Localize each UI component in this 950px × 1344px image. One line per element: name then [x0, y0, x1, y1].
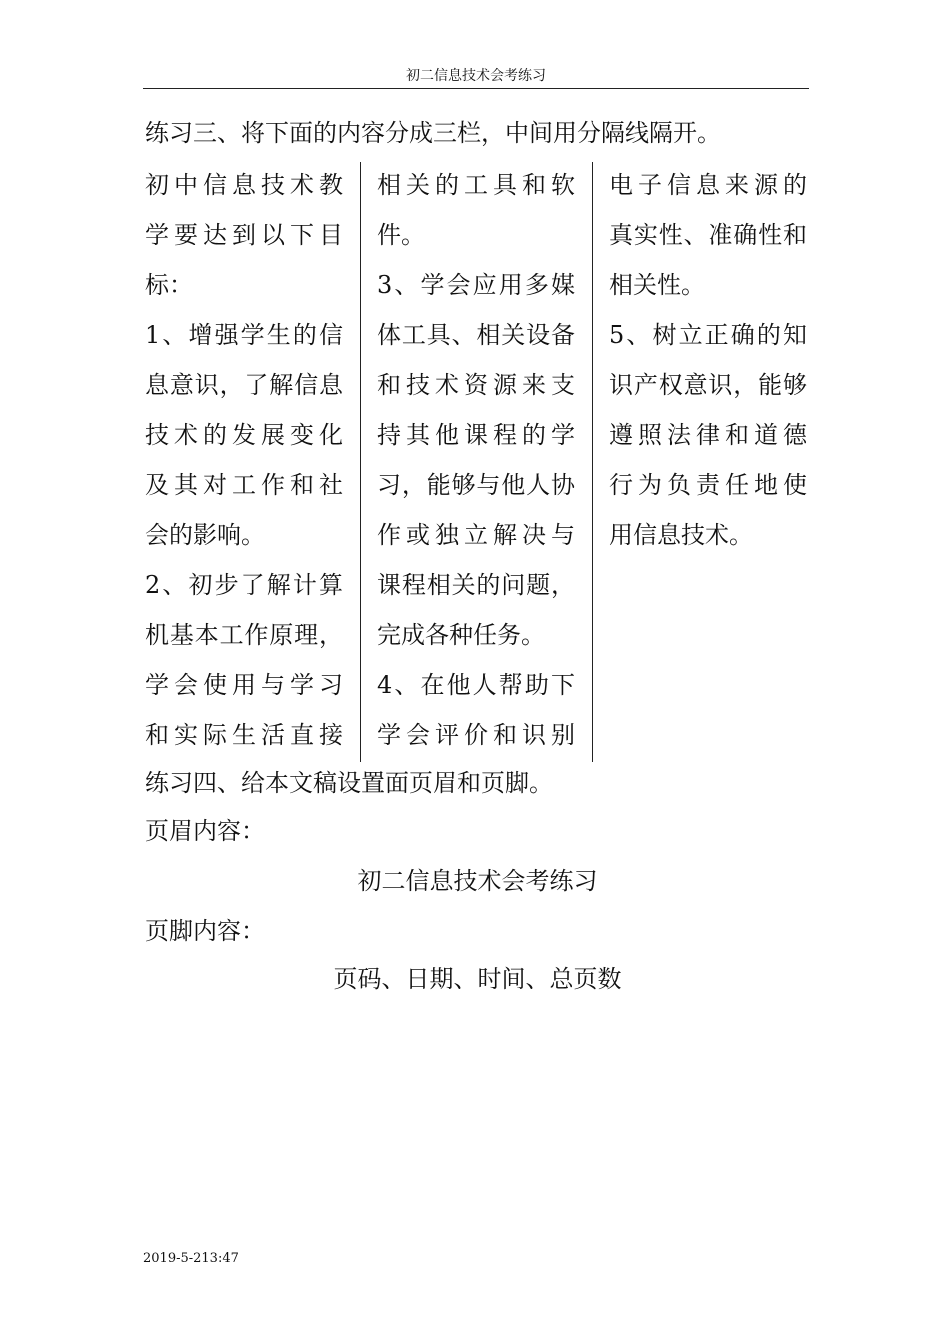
column-line: 和实际生活直接	[145, 721, 343, 749]
column-line: 学会评价和识别	[377, 721, 575, 749]
exercise3-title: 练习三、将下面的内容分成三栏，中间用分隔线隔开。	[145, 119, 721, 147]
column-line: 真实性、准确性和	[609, 221, 807, 249]
column-line: 件。	[377, 221, 425, 249]
column-line: 机基本工作原理，	[145, 621, 343, 649]
column-1	[145, 160, 343, 760]
page-header-text: 初二信息技术会考练习	[406, 68, 546, 84]
column-line: 3、学会应用多媒	[377, 271, 575, 299]
header-content-value: 初二信息技术会考练习	[357, 867, 598, 895]
column-line: 电子信息来源的	[609, 171, 807, 199]
column-2	[377, 160, 575, 760]
column-line: 4、在他人帮助下	[377, 671, 575, 699]
column-line: 持其他课程的学	[377, 421, 575, 449]
column-line: 和技术资源来支	[377, 371, 575, 399]
column-line: 用信息技术。	[609, 521, 753, 549]
footer-content-label: 页脚内容：	[145, 917, 265, 945]
exercise4-title: 练习四、给本文稿设置面页眉和页脚。	[145, 769, 553, 797]
column-line: 1、增强学生的信	[145, 321, 343, 349]
column-line: 会的影响。	[145, 521, 265, 549]
column-line: 遵照法律和道德	[609, 421, 807, 449]
column-line: 识产权意识，能够	[609, 371, 807, 399]
column-separator	[592, 162, 593, 762]
column-separator	[360, 162, 361, 762]
column-line: 相关的工具和软	[377, 171, 575, 199]
column-line: 5、树立正确的知	[609, 321, 807, 349]
column-line: 体工具、相关设备	[377, 321, 575, 349]
column-line: 息意识，了解信息	[145, 371, 343, 399]
column-line: 及其对工作和社	[145, 471, 343, 499]
column-line: 行为负责任地使	[609, 471, 807, 499]
column-line: 学要达到以下目	[145, 221, 343, 249]
column-line: 课程相关的问题，	[377, 571, 575, 599]
column-line: 相关性。	[609, 271, 705, 299]
column-line: 作或独立解决与	[377, 521, 575, 549]
footer-content-value: 页码、日期、时间、总页数	[333, 965, 622, 993]
column-line: 初中信息技术教	[145, 171, 343, 199]
column-line: 完成各种任务。	[377, 621, 545, 649]
header-content-label: 页眉内容：	[145, 817, 265, 845]
column-line: 2、初步了解计算	[145, 571, 343, 599]
column-line: 学会使用与学习	[145, 671, 343, 699]
three-column-section	[145, 160, 810, 764]
column-line: 习，能够与他人协	[377, 471, 575, 499]
header-rule	[143, 88, 809, 89]
column-line: 标：	[145, 271, 193, 299]
column-line: 技术的发展变化	[145, 421, 343, 449]
column-3	[609, 160, 807, 560]
page-footer-date: 2019-5-213:47	[143, 1251, 239, 1266]
